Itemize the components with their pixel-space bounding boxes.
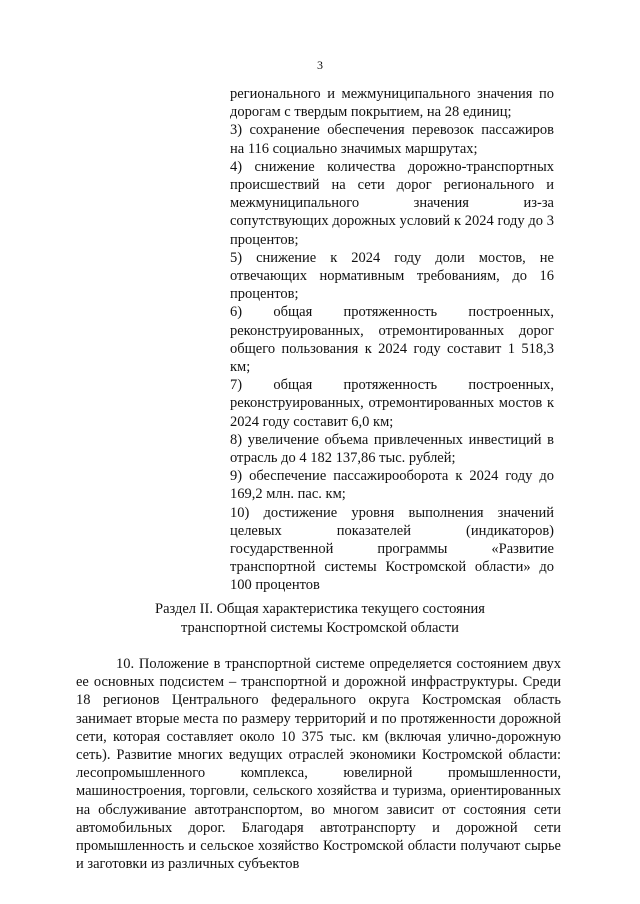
page-number: 3 — [317, 58, 323, 72]
list-item-7: 7) общая протяженность построенных, реконструированных, отремонтированных мостов к 2024 году составит 6,0 км; — [230, 377, 554, 430]
list-item-5: 5) снижение к 2024 году доли мостов, не отвечающих нормативным требованиям, до 16 процентов; — [230, 249, 554, 303]
section-heading — [0, 600, 640, 637]
section-heading-line-1: Раздел II. Общая характеристика текущего состояния — [155, 601, 485, 617]
list-item-2-continuation: регионального и межмуниципального значения по дорогам с твердым покрытием, на 28 единиц; — [230, 86, 554, 121]
list-item-4: 4) снижение количества дорожно-транспортных происшествий на сети дорог регионального и межмуниципального значения из-за сопутствующих дорожных условий к 2024 году до 3 процентов; — [230, 158, 554, 248]
list-item-6: 6) общая протяженность построенных, реконструированных, отремонтированных дорог общего пользования к 2024 году составит 1 518,3 км; — [230, 304, 554, 376]
list-item-8: 8) увеличение объема привлеченных инвестиций в отрасль до 4 182 137,86 тыс. рублей; — [230, 431, 554, 467]
body-text — [76, 655, 561, 873]
list-item-3: 3) сохранение обеспечения перевозок пассажиров на 116 социально значимых маршрутах; — [230, 122, 554, 157]
paragraph-10: 10. Положение в транспортной системе определяется состоянием двух ее основных подсистем – транспортной и дорожной инфраструктуры. Среди 18 регионов Центрального федерального округа Костромская область занимает вторые места по размеру территорий и по протяженности дорожной сети, которая составляет около 10 375 тыс. км (включая улично-дорожную сеть). Развитие многих ведущих отраслей экономики Костромской области: лесопромышленного комплекса, ювелирной промышленности, машиностроения, торговли, сельского хозяйства и туризма, ориентированных на обслуживание автотранспортом, во многом зависит от состояния сети автомобильных дорог. Благодаря автотранспорту и дорожной сети промышленность и сельское хозяйство Костромской области получают сырье и заготовки из различных субъектов — [76, 656, 561, 873]
target-indicators-list — [230, 85, 554, 595]
section-heading-line-2: транспортной системы Костромской области — [181, 619, 459, 636]
list-item-9: 9) обеспечение пассажирооборота к 2024 году до 169,2 млн. пас. км; — [230, 468, 554, 503]
list-item-10: 10) достижение уровня выполнения значений целевых показателей (индикаторов) государственной программы «Развитие транспортной системы Костромской области» до 100 процентов — [230, 504, 554, 594]
